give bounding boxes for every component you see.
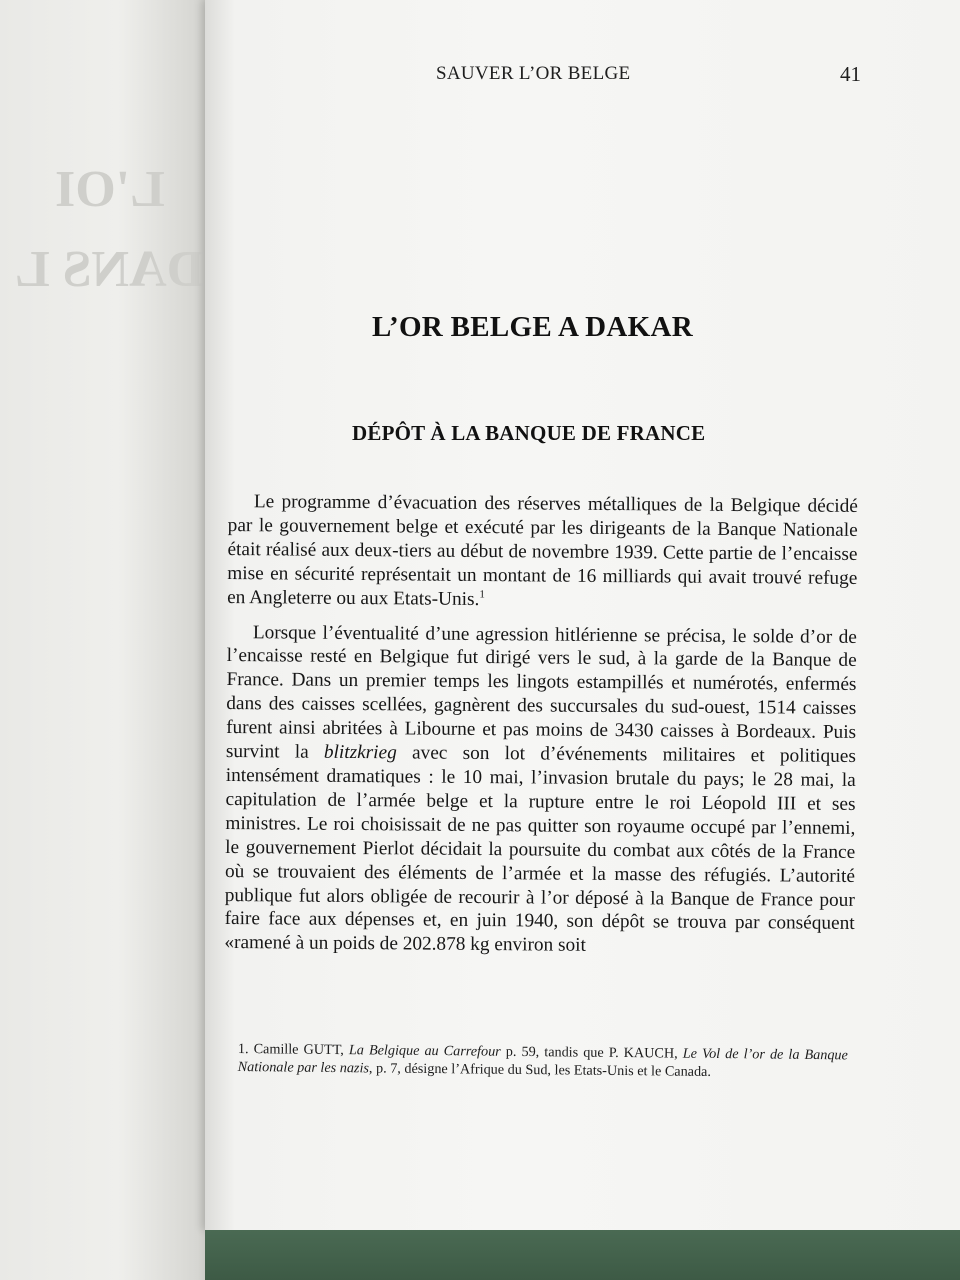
footnote-reference: 1 [479, 588, 485, 601]
footnote-title-1: La Belgique au Carrefour [348, 1042, 501, 1060]
section-title: DÉPÔT À LA BANQUE DE FRANCE [352, 421, 706, 445]
footnote-middle: p. 59, tandis que P. KAUCH, [505, 1043, 678, 1062]
paragraph-1-text: Le programme d’évacuation des réserves métalliques de la Belgique décidé par le gouvernement belge et exécuté par les dirigeants de la Banque Nationale était réalisé aux deux-tiers au début de novembre 1939. Cette partie de l’encaisse mise en sécurité représentait un montant de 16 milliards qui avait trouvé refuge en Angleterre ou aux Etats-Unis. [227, 491, 858, 610]
body-text [224, 490, 858, 960]
paragraph-1 [227, 490, 858, 614]
paragraph-2-italic-term: blitzkrieg [323, 741, 397, 764]
chapter-title: L’OR BELGE A DAKAR [372, 311, 693, 343]
paragraph-2-text-start: Lorsque l’éventualité d’une agression hitlérienne se précisa, le solde d’or de l’encaisse resté en Belgique fut dirigé vers le sud, à la garde de la Banque de France. Dans un premier temps les lingots estampillés et numérotés, enfermés dans des caisses scellées, gagnèrent des succursales du sud-ouest, 1514 caisses furent ainsi abritées à Libourne et pas moins de 3430 caisses à Bordeaux. Puis survint la [225, 621, 857, 763]
running-header: SAUVER L’OR BELGE [436, 63, 631, 84]
facing-page-bleed-text-2: DANS L [15, 241, 205, 298]
facing-page [0, 0, 215, 1280]
table-surface [205, 1230, 960, 1280]
page-number: 41 [840, 62, 861, 86]
footnote-end: , p. 7, désigne l’Afrique du Sud, les Etats-Unis et le Canada. [368, 1060, 712, 1080]
footnote-author-1: Camille GUTT, [253, 1041, 344, 1059]
footnote-title-2: Le Vol de l’or de la Banque Nationale par les nazis [237, 1045, 848, 1077]
footnote-number: 1. [237, 1041, 249, 1058]
facing-page-bleed-text-1: L'OI [55, 161, 165, 218]
paragraph-2 [224, 621, 857, 961]
paragraph-2-text-end: avec son lot d’événements militaires et politiques intensément dramatiques : le 10 mai, l’invasion brutale du pays; le 28 mai, la capitulation de l’armée belge et la rupture entre le roi Léopold III et ses ministres. Le roi choisissait de ne pas quitter son royaume occupé par l’ennemi, le gouvernement Pierlot décidait la poursuite du combat aux côtés de la France où se trouvaient des éléments de l’armée et la masse des réfugiés. L’autorité publique fut alors obligée de recourir à l’or déposé à la Banque de France pour faire face aux dépenses et, en juin 1940, son dépôt se trouva par conséquent «ramené à un poids de 202.878 kg environ soit [224, 742, 857, 957]
footnote [238, 1040, 848, 1082]
